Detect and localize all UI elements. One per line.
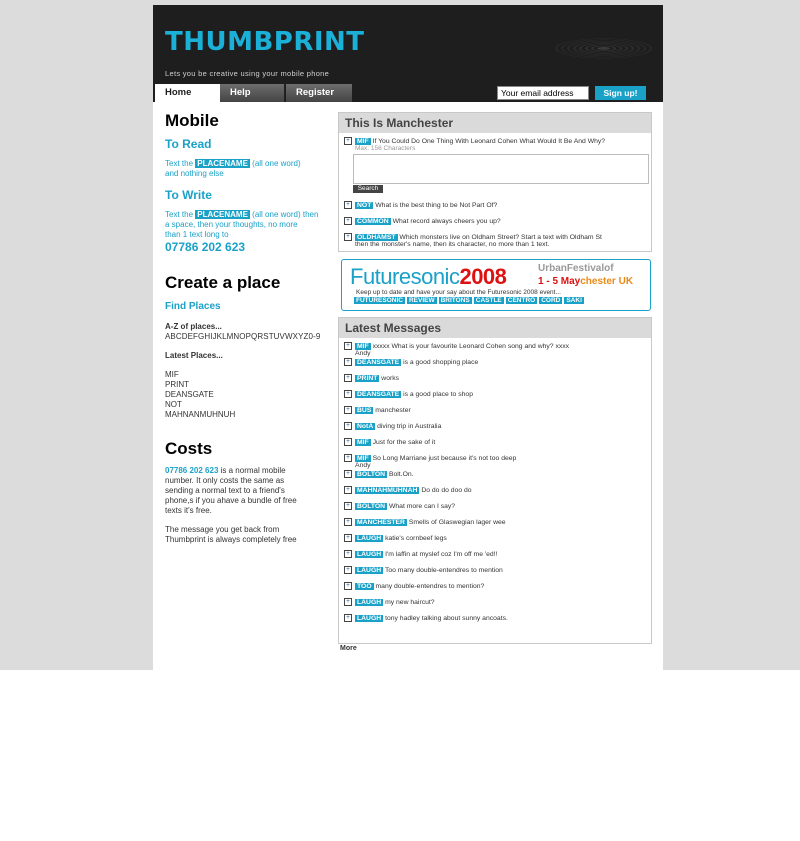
question-text: What record always cheers you up? — [392, 217, 501, 225]
futuresonic-year: 2008 — [459, 264, 507, 289]
futuresonic-tag[interactable]: FUTURESONIC — [356, 297, 403, 304]
site-tagline: Lets you be creative using your mobile phone — [165, 69, 330, 78]
message-text: So Long Marriane just because it's not too deep — [372, 454, 517, 462]
question-text: What is the best thing to be Not Part Of? — [375, 201, 498, 209]
nav-bar — [153, 84, 663, 102]
list-item — [344, 201, 497, 210]
futuresonic-tag[interactable]: CORD — [541, 297, 561, 304]
question-text-line2: then the monster's name, then its character, no more than 1 text. — [355, 241, 550, 248]
message-text: katie's cornbeef legs — [385, 534, 447, 542]
latest-places-label: Latest Places... — [165, 351, 223, 360]
message-text: works — [381, 374, 400, 382]
futuresonic-title — [350, 264, 506, 290]
place-link[interactable]: MAHNANMUHNUH — [165, 410, 236, 419]
message-row — [344, 582, 484, 591]
futuresonic-tag[interactable]: CASTLE — [475, 297, 502, 304]
futuresonic-tag[interactable]: REVIEW — [408, 297, 435, 304]
find-places-link[interactable]: Find Places — [165, 301, 221, 312]
message-row — [344, 566, 503, 575]
place-tag[interactable]: OLDHAMST — [357, 233, 396, 241]
az-letters[interactable]: ABCDEFGHIJKLMNOPQRSTUVWXYZ0-9 — [165, 332, 321, 341]
place-tag[interactable]: MANCHESTER — [357, 518, 405, 526]
message-row — [344, 598, 435, 607]
message-text: Bolt.On. — [388, 470, 414, 478]
plus-icon[interactable]: + — [344, 390, 352, 398]
place-tag[interactable]: MIF — [357, 342, 369, 350]
to-read-instructions — [165, 159, 301, 168]
plus-icon[interactable]: + — [344, 374, 352, 382]
plus-icon[interactable]: + — [344, 454, 352, 462]
place-tag[interactable]: MAHNAHMUHNAH — [357, 486, 418, 494]
festival-strapline — [538, 264, 614, 274]
place-link[interactable]: NOT — [165, 400, 182, 409]
to-write-line3: than 1 text long to — [165, 230, 229, 239]
place-tag[interactable]: LAUGH — [357, 566, 382, 574]
create-place-heading: Create a place — [165, 273, 281, 292]
place-tag[interactable]: NOT — [357, 201, 372, 209]
message-text: manchester — [375, 406, 411, 414]
message-row — [344, 518, 506, 527]
plus-icon[interactable]: + — [344, 486, 352, 494]
plus-icon[interactable]: + — [344, 137, 352, 145]
plus-icon[interactable]: + — [344, 598, 352, 606]
plus-icon[interactable]: + — [344, 582, 352, 590]
plus-icon[interactable]: + — [344, 518, 352, 526]
to-read-post: (all one word) — [252, 159, 301, 168]
message-text: many double-entendres to mention? — [375, 582, 485, 590]
futuresonic-tag[interactable]: CENTRO — [507, 297, 536, 304]
place-tag[interactable]: NotA — [357, 422, 374, 430]
site-header — [153, 5, 663, 84]
place-tag[interactable]: TOO — [357, 582, 372, 590]
plus-icon[interactable]: + — [344, 342, 352, 350]
manchester-panel — [338, 112, 652, 252]
plus-icon[interactable]: + — [344, 217, 352, 225]
message-text: is a good shopping place — [403, 358, 479, 366]
plus-icon[interactable]: + — [344, 422, 352, 430]
message-text: xxxxx What is your favourite Leonard Cohen song and why? xxxx — [372, 342, 570, 350]
costs-footer-line: The message you get back from — [165, 525, 280, 534]
plus-icon[interactable]: + — [344, 201, 352, 209]
plus-icon[interactable]: + — [344, 502, 352, 510]
message-row — [344, 614, 508, 623]
place-link[interactable]: MIF — [165, 370, 179, 379]
to-read-line2: and nothing else — [165, 169, 224, 178]
message-row — [344, 406, 411, 415]
message-text: diving trip in Australia — [377, 422, 442, 430]
message-row — [344, 422, 441, 431]
plus-icon[interactable]: + — [344, 438, 352, 446]
futuresonic-name: Futuresonic — [350, 264, 460, 289]
message-row — [344, 550, 498, 559]
plus-icon[interactable]: + — [344, 358, 352, 366]
tab-home[interactable]: Home — [155, 84, 220, 102]
place-tag[interactable]: COMMON — [357, 217, 389, 225]
costs-line1 — [165, 466, 286, 475]
placename-badge: PLACENAME — [197, 210, 248, 219]
place-tag[interactable]: PRINT — [357, 374, 378, 382]
costs-line: sending a normal text to a friend's — [165, 486, 285, 495]
message-text: is a good place to shop — [403, 390, 473, 398]
costs-line: phone,s if you ahave a bundle of free — [165, 496, 297, 505]
costs-phone: 07786 202 623 — [165, 466, 219, 475]
plus-icon[interactable]: + — [344, 550, 352, 558]
az-label: A-Z of places... — [165, 322, 222, 331]
place-tag[interactable]: MIF — [357, 137, 369, 145]
latest-messages-panel — [338, 317, 652, 644]
phone-number: 07786 202 623 — [165, 240, 246, 254]
mobile-heading: Mobile — [165, 111, 219, 130]
futuresonic-banner[interactable] — [341, 259, 651, 311]
question-text: Which monsters live on Oldham Street? Start a text with Oldham St — [399, 233, 602, 241]
futuresonic-tags — [354, 297, 586, 304]
festival-dates — [538, 276, 633, 287]
email-field[interactable] — [497, 86, 589, 100]
to-read-pre: Text the — [165, 159, 194, 168]
futuresonic-tag[interactable]: BRITONS — [440, 297, 470, 304]
costs-heading: Costs — [165, 439, 213, 458]
to-write-instructions — [165, 210, 318, 219]
site-logo[interactable]: THUMBPRINT — [165, 27, 365, 57]
message-row — [344, 486, 472, 495]
message-text: my new haircut? — [385, 598, 435, 606]
message-text: What more can I say? — [388, 502, 456, 510]
place-link[interactable]: PRINT — [165, 380, 189, 389]
plus-icon[interactable]: + — [344, 470, 352, 478]
message-row — [344, 390, 473, 399]
place-tag[interactable]: BUS — [357, 406, 372, 414]
place-tag[interactable]: LAUGH — [357, 614, 382, 622]
plus-icon[interactable]: + — [344, 614, 352, 622]
to-write-pre: Text the — [165, 210, 194, 219]
plus-icon[interactable]: + — [344, 406, 352, 414]
fingerprint-graphic — [393, 5, 663, 84]
question-text: If You Could Do One Thing With Leonard Cohen What Would It Be And Why? — [372, 137, 606, 145]
costs-footer-line: Thumbprint is always completely free — [165, 535, 297, 544]
costs-line: number. It only costs the same as — [165, 476, 285, 485]
strapline-line1: UrbanFestivalof — [538, 263, 614, 274]
message-row — [344, 502, 455, 511]
message-row — [344, 470, 414, 479]
place-tag[interactable]: LAUGH — [357, 598, 382, 606]
to-read-link[interactable]: To Read — [165, 137, 212, 151]
place-tag[interactable]: BOLTON — [357, 502, 386, 510]
place-tag[interactable]: LAUGH — [357, 550, 382, 558]
message-text: Too many double-entendres to mention — [384, 566, 503, 574]
more-link[interactable]: More — [340, 645, 357, 652]
list-item — [344, 217, 501, 226]
place-tag[interactable]: LAUGH — [357, 534, 382, 542]
message-row — [344, 534, 447, 543]
message-text: Do do do doo do — [421, 486, 472, 494]
festival-date: 1 - 5 May — [538, 276, 581, 287]
message-textarea[interactable] — [353, 154, 649, 184]
message-text: tony hadley talking about sunny ancoats. — [385, 614, 508, 622]
place-tag[interactable]: BOLTON — [357, 470, 386, 478]
plus-icon[interactable]: + — [344, 566, 352, 574]
plus-icon[interactable]: + — [344, 233, 352, 241]
to-write-link[interactable]: To Write — [165, 188, 212, 202]
message-author: Andy — [355, 350, 371, 357]
to-write-post: (all one word) then — [252, 210, 319, 219]
search-button[interactable]: Search — [353, 185, 383, 193]
tab-help[interactable]: Help — [220, 84, 285, 102]
costs-line: texts it's free. — [165, 506, 212, 515]
futuresonic-desc: Keep up to date and have your say about the Futuresonic 2008 event... — [356, 289, 561, 296]
place-link[interactable]: DEANSGATE — [165, 390, 214, 399]
page-container — [153, 5, 663, 670]
festival-city: chester UK — [580, 276, 634, 287]
message-row — [344, 374, 399, 383]
placename-badge: PLACENAME — [197, 159, 248, 168]
message-text: Smells of Glaswegian lager wee — [408, 518, 506, 526]
to-write-line2: a space, then your thoughts, no more — [165, 220, 298, 229]
message-row — [344, 438, 435, 447]
message-row — [344, 358, 478, 367]
message-row — [344, 342, 569, 351]
signup-button[interactable]: Sign up! — [595, 86, 646, 100]
place-tag[interactable]: MIF — [357, 438, 369, 446]
place-tag[interactable]: MIF — [357, 454, 369, 462]
message-text: I'm laffin at myslef coz I'm off me 'ed!! — [385, 550, 498, 558]
tab-register[interactable]: Register — [286, 84, 352, 102]
place-tag[interactable]: DEANSGATE — [357, 358, 400, 366]
place-tag[interactable]: DEANSGATE — [357, 390, 400, 398]
max-chars-hint: Max: 156 Characters — [355, 145, 416, 152]
costs-line1-text: is a normal mobile — [220, 466, 286, 475]
message-text: Just for the sake of it — [372, 438, 436, 446]
plus-icon[interactable]: + — [344, 534, 352, 542]
futuresonic-tag[interactable]: SAKI — [566, 297, 582, 304]
message-author: Andy — [355, 462, 371, 469]
manchester-title: This Is Manchester — [339, 113, 651, 133]
latest-messages-title: Latest Messages — [339, 318, 651, 338]
